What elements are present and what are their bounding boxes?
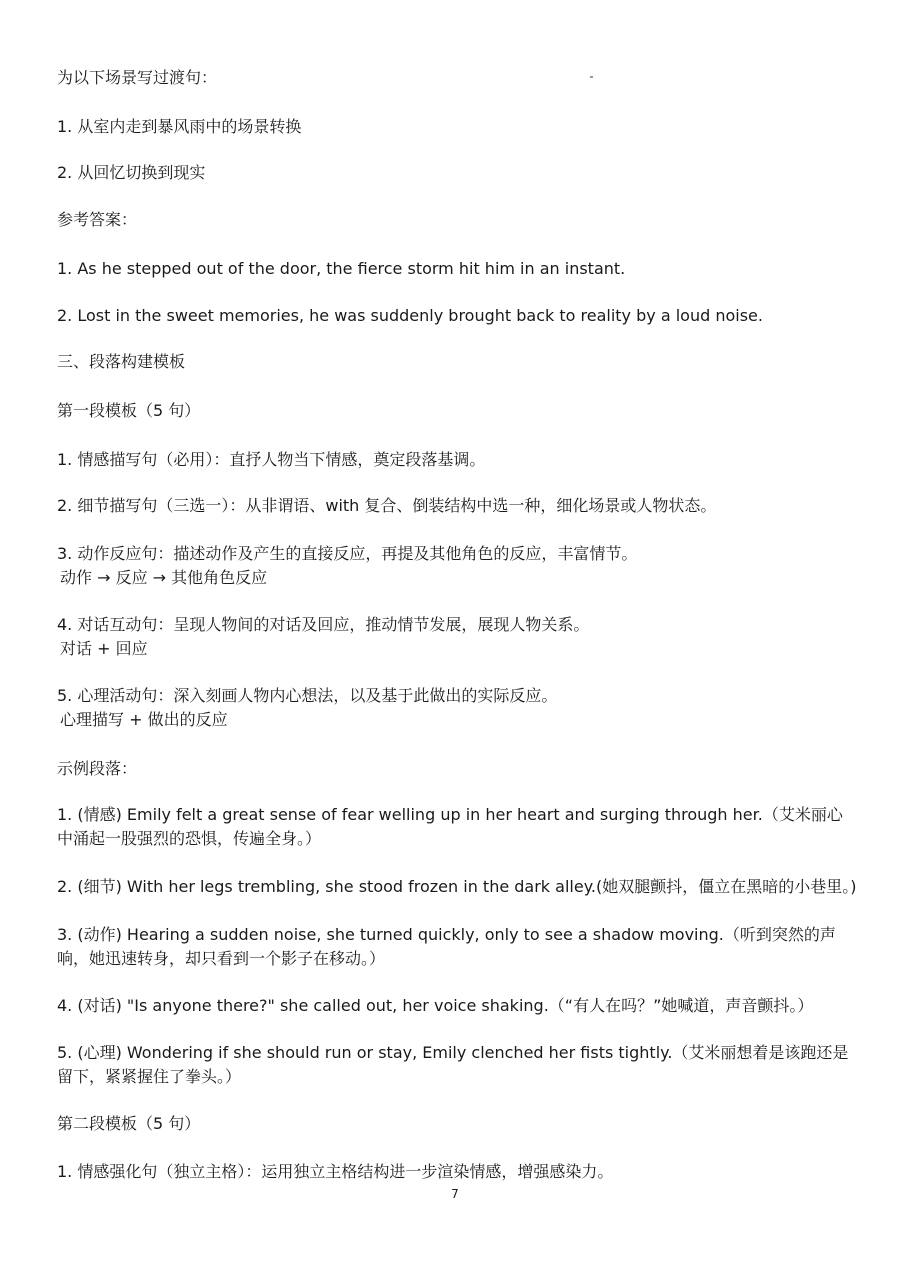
example-sentence-4: 4. (对话) "Is anyone there?" she called out, her voice shaking.（“有人在吗？”她喊道，声音颤抖。） [57,996,814,1015]
page-number: 7 [451,1187,459,1201]
paragraph-2-template-heading: 第二段模板（5 句） [57,1114,201,1133]
example-sentence-2: 2. (细节) With her legs trembling, she stood frozen in the dark alley.(她双腿颤抖，僵立在黑暗的小巷里。) [57,877,857,896]
task-item-2: 2. 从回忆切换到现实 [57,163,206,182]
template-item-3-formula: 动作 → 反应 → 其他角色反应 [60,568,268,587]
answer-heading: 参考答案： [57,210,138,229]
template-item-1: 1. 情感描写句（必用）：直抒人物当下情感，奠定段落基调。 [57,450,486,469]
template2-item-1: 1. 情感强化句（独立主格）：运用独立主格结构进一步渲染情感，增强感染力。 [57,1162,614,1181]
example-heading: 示例段落： [57,759,138,778]
answer-1: 1. As he stepped out of the door, the fierce storm hit him in an instant. [57,259,626,278]
template-item-4-formula: 对话 + 回应 [60,639,148,658]
example-sentence-1: 1. (情感) Emily felt a great sense of fear welling up in her heart and surging through her.（艾米丽心中涌起一股强烈的恐惧，传遍全身。） [57,805,843,848]
template-item-3: 3. 动作反应句：描述动作及产生的直接反应，再提及其他角色的反应，丰富情节。 [57,544,638,563]
example-sentence-5: 5. (心理) Wondering if she should run or stay, Emily clenched her fists tightly.（艾米丽想着是该跑还是留下，紧紧握住了拳头。） [57,1043,849,1086]
template-item-5-formula: 心理描写 + 做出的反应 [60,710,228,729]
template-item-5: 5. 心理活动句：深入刻画人物内心想法，以及基于此做出的实际反应。 [57,686,558,705]
template-item-4: 4. 对话互动句：呈现人物间的对话及回应，推动情节发展，展现人物关系。 [57,615,590,634]
example-sentence-3: 3. (动作) Hearing a sudden noise, she turned quickly, only to see a shadow moving.（听到突然的声响，她迅速转身，却只看到一个影子在移动。） [57,925,836,968]
task-item-1: 1. 从室内走到暴风雨中的场景转换 [57,117,302,136]
template-item-2: 2. 细节描写句（三选一）：从非谓语、with 复合、倒装结构中选一种，细化场景或人物状态。 [57,496,717,515]
paragraph-1-template-heading: 第一段模板（5 句） [57,401,201,420]
section-heading: 三、段落构建模板 [57,352,186,371]
prompt-heading: 为以下场景写过渡句： [57,68,218,87]
answer-2: 2. Lost in the sweet memories, he was suddenly brought back to reality by a loud noise. [57,306,763,325]
